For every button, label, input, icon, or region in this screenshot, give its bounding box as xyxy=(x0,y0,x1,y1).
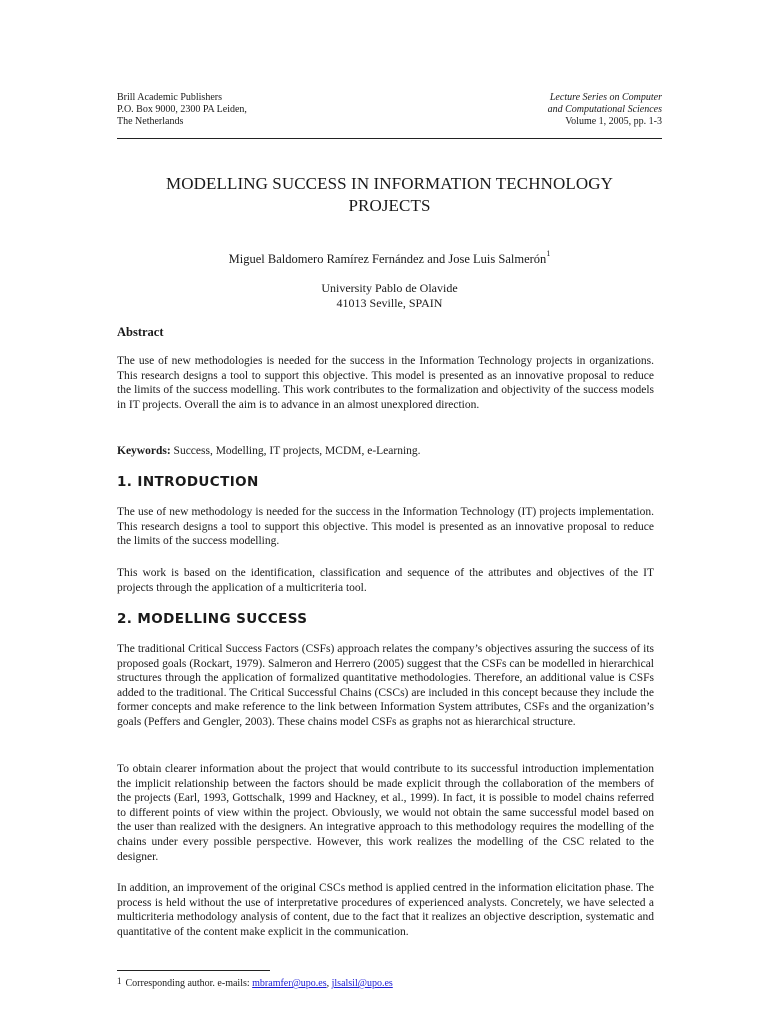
section-heading-introduction: 1. INTRODUCTION xyxy=(117,474,259,490)
body-paragraph: In addition, an improvement of the original CSCs method is applied centred in the information elicitation phase. The process is held without the use of interpretative procedures of experienced analysts. Concretely, we have selected a multicriteria methodology analysis of content, due to the fact that it realizes an objective description, systematic and quantitative of the content make explicit in the communication. xyxy=(117,882,654,938)
publisher-line: Brill Academic Publishers xyxy=(117,92,222,103)
series-header xyxy=(548,92,662,128)
publisher-address-line: P.O. Box 9000, 2300 PA Leiden, xyxy=(117,104,247,115)
footnote-divider xyxy=(117,970,270,971)
email-link-jlsalsil[interactable]: jlsalsil@upo.es xyxy=(331,978,393,989)
footnote-number: 1 xyxy=(117,976,122,986)
abstract-text: The use of new methodologies is needed for the success in the Information Technology projects in organizations. This research designs a tool to support this objective. This model is presented as an innovative proposal to reduce the limits of the success modelling. This work contributes to the formalization and objectivity of the success models in IT projects. Overall the aim is to advance in an almost unexplored direction. xyxy=(117,355,654,411)
publisher-country-line: The Netherlands xyxy=(117,116,184,127)
body-paragraph: The use of new methodology is needed for the success in the Information Technology (IT) projects implementation. This research designs a tool to support this objective. This model is presented as an innovative proposal to reduce the limits of the success modelling. xyxy=(117,506,654,548)
title-line: PROJECTS xyxy=(348,196,431,215)
affiliation-line: 41013 Seville, SPAIN xyxy=(336,296,443,310)
volume-line: Volume 1, 2005, pp. 1-3 xyxy=(565,116,662,127)
series-line: and Computational Sciences xyxy=(547,104,662,115)
author-names: Miguel Baldomero Ramírez Fernández and Jose Luis Salmerón xyxy=(228,252,547,266)
keywords xyxy=(117,444,654,459)
publisher-header xyxy=(117,92,247,128)
affiliation xyxy=(117,281,662,311)
body-paragraph: This work is based on the identification, classification and sequence of the attributes and objectives of the IT projects through the application of a multicriteria tool. xyxy=(117,567,654,594)
footnote-text: Corresponding author. e-mails: xyxy=(125,978,253,989)
footnote-separator: , xyxy=(326,978,332,989)
body-paragraph: To obtain clearer information about the project that would contribute to its successful introduction implementation the implicit relationship between the factors should be made explicit through the collaboration of the members of the projects (Earl, 1993, Gottschalk, 1999 and Hackney, et al., 1999). In fact, it is possible to model chains referred to different points of view within the project. Obviously, we would not obtain the same successful model based on the user than realized with the designers. An integrative approach to this methodology requires the modelling of the chains under every possible perspective. However, this work realizes the modelling of the CSC related to the designer. xyxy=(117,763,654,863)
abstract-heading: Abstract xyxy=(117,325,164,339)
title-line: MODELLING SUCCESS IN INFORMATION TECHNOLOGY xyxy=(166,174,613,193)
body-paragraph: The traditional Critical Success Factors (CSFs) approach relates the company’s objectives assuring the success of its proposed goals (Rockart, 1979). Salmeron and Herrero (2005) suggest that the CSFs can be modelled in hierarchical structures through the application of formalized quantitative methodologies. Therefore, an additional value is CSFs added to the traditional. The Critical Successful Chains (CSCs) are included in this concept because they include the former concepts and make reference to the link between Information System attributes, CSFs and the organization’s goals (Peffers and Gengler, 2003). These chains model CSFs as graphs not as hierarchical structure. xyxy=(117,643,654,728)
keywords-label: Keywords: xyxy=(117,445,171,457)
footnote-marker: 1 xyxy=(546,249,551,258)
affiliation-line: University Pablo de Olavide xyxy=(321,281,458,295)
footnote xyxy=(117,978,393,989)
email-link-mbramfer[interactable]: mbramfer@upo.es xyxy=(252,978,327,989)
series-line: Lecture Series on Computer xyxy=(549,92,662,103)
paper-title xyxy=(117,173,662,217)
keywords-list: Success, Modelling, IT projects, MCDM, e-Learning. xyxy=(173,445,421,457)
author-list xyxy=(117,249,662,267)
header-divider xyxy=(117,138,662,139)
section-heading-modelling-success: 2. MODELLING SUCCESS xyxy=(117,611,308,627)
